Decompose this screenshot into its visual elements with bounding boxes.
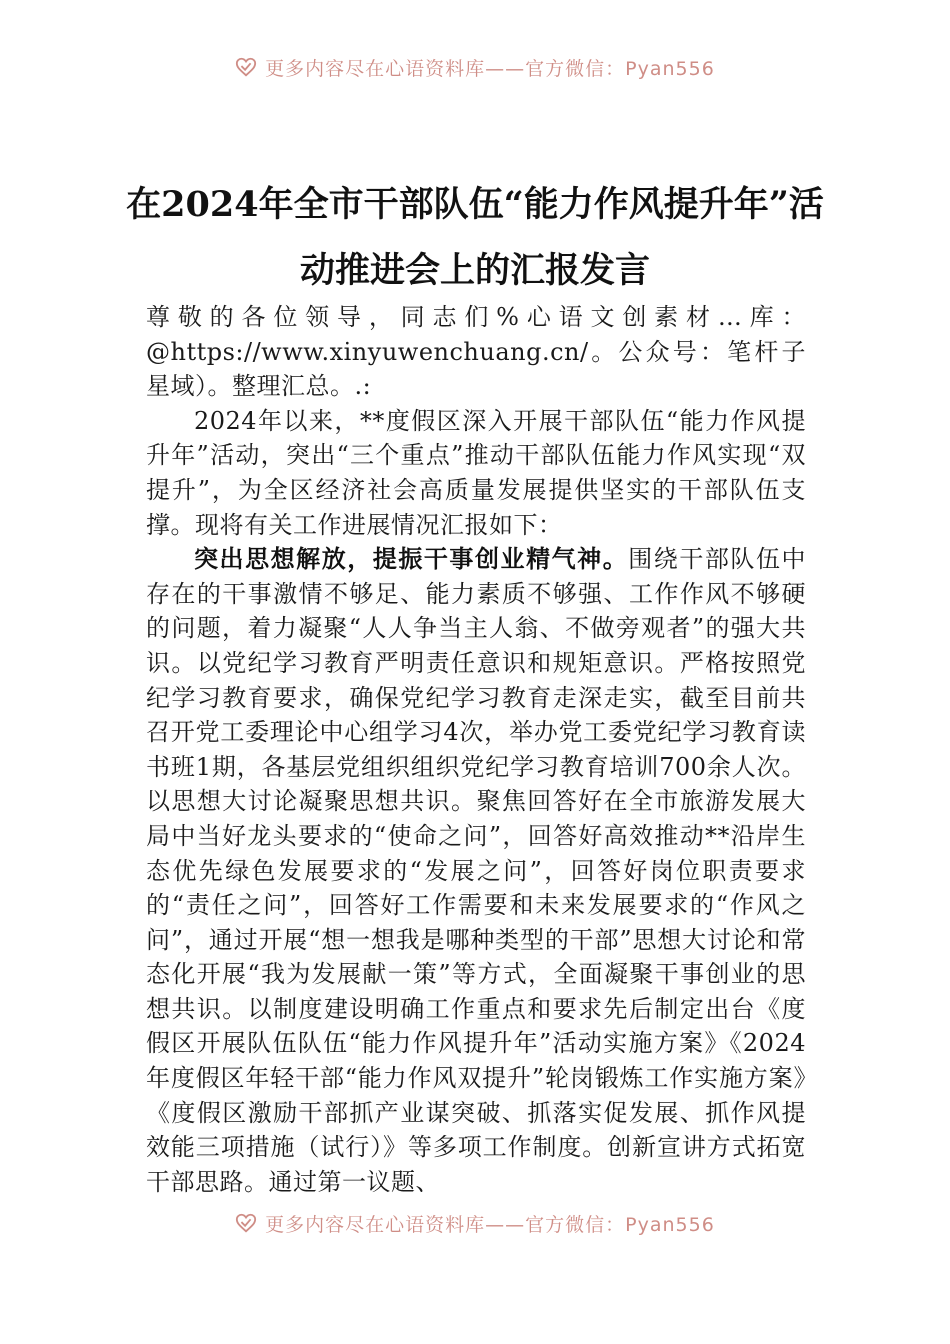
header-watermark-banner (0, 52, 950, 82)
section1-heading: 突出思想解放，提振干事创业精气神。 (194, 545, 629, 574)
heart-logo-icon (235, 1212, 257, 1234)
watermark-text: 更多内容尽在心语资料库——官方微信：Pyan556 (265, 1213, 715, 1236)
heart-logo-icon (235, 56, 257, 78)
section1-paragraph (146, 542, 806, 1199)
intro-paragraph: 2024年以来，**度假区深入开展干部队伍“能力作风提升年”活动，突出“三个重点”推动干部队伍能力作风实现“双提升”，为全区经济社会高质量发展提供坚实的干部队伍支撑。现将有关工作进展情况汇报如下： (146, 406, 806, 539)
document-title: 在2024年全市干部队伍“能力作风提升年”活动推进会上的汇报发言 (126, 184, 824, 291)
footer-watermark-banner (0, 1208, 950, 1238)
salutation-paragraph: 尊敬的各位领导，同志们%心语文创素材…库：@https://www.xinyuwenchuang.cn/。公众号：笔杆子星域）。整理汇总。.: (146, 303, 806, 401)
document-body (146, 300, 806, 1199)
watermark-text: 更多内容尽在心语资料库——官方微信：Pyan556 (265, 57, 715, 80)
section1-body: 围绕干部队伍中存在的干事激情不够足、能力素质不够强、工作作风不够硬的问题，着力凝聚“人人争当主人翁、不做旁观者”的强大共识。以党纪学习教育严明责任意识和规矩意识。严格按照党纪学习教育要求，确保党纪学习教育走深走实，截至目前共召开党工委理论中心组学习4次，举办党工委党纪学习教育读书班1期，各基层党组织组织党纪学习教育培训700余人次。以思想大讨论凝聚思想共识。聚焦回答好在全市旅游发展大局中当好龙头要求的“使命之问”，回答好高效推动**沿岸生态优先绿色发展要求的“发展之问”，回答好岗位职责要求的“责任之问”，回答好工作需要和未来发展要求的“作风之问”，通过开展“想一想我是哪种类型的干部”思想大讨论和常态化开展“我为发展献一策”等方式，全面凝聚干事创业的思想共识。以制度建设明确工作重点和要求先后制定出台《度假区开展队伍队伍“能力作风提升年”活动实施方案》《2024年度假区年轻干部“能力作风双提升”轮岗锻炼工作实施方案》《度假区激励干部抓产业谋突破、抓落实促发展、抓作风提效能三项措施（试行）》等多项工作制度。创新宣讲方式拓宽干部思路。通过第一议题、 (146, 545, 807, 1196)
